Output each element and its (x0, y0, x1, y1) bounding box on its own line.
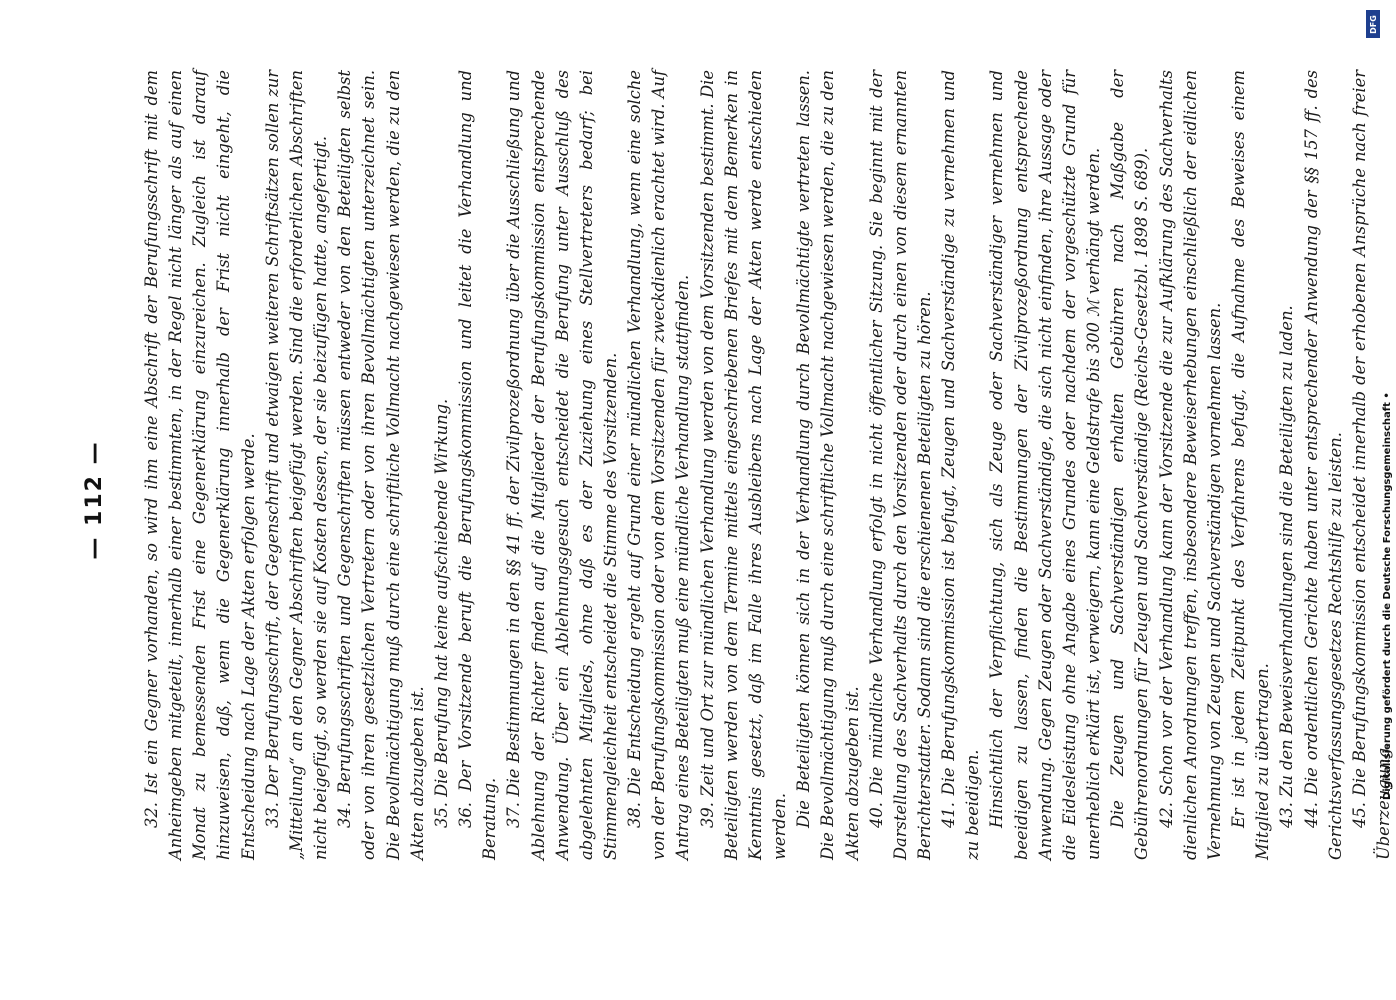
page-body (140, 70, 1396, 860)
page-number-header: — 112 — (82, 440, 107, 560)
paragraph-38: 38. Die Entscheidung ergeht auf Grund einer mündlichen Verhandlung, wenn eine solche von der Berufungskommission oder von dem Vorsitzenden für zweckdienlich erachtet wird. Auf Antrag eines Beteiligten muß eine mündliche Verhandlung stattfinden. (625, 70, 693, 860)
paragraph-42-cont: Er ist in jedem Zeitpunkt des Verfahrens befugt, die Aufnahme des Beweises einem Mitglied zu übertragen. (1229, 70, 1273, 860)
paragraph-32: 32. Ist ein Gegner vorhanden, so wird ihm eine Abschrift der Berufungsschrift mit dem Anheimgeben mitgeteilt, innerhalb einer bestimmten, in der Regel nicht länger als auf einen Monat zu bemessenden Frist eine Gegenerklärung einzureichen. Zugleich ist darauf hinzuweisen, daß, wenn die Gegenerklärung innerhalb der Frist nicht eingeht, die Entscheidung nach Lage der Akten erfolgen werde. (142, 70, 258, 860)
paragraph-43: 43. Zu den Beweisverhandlungen sind die Beteiligten zu laden. (1277, 305, 1297, 828)
paragraph-44: 44. Die ordentlichen Gerichte haben unter entsprechender Anwendung der §§ 157 ff. des Gerichtsverfassungsgesetzes Rechtshilfe zu leisten. (1301, 70, 1345, 860)
paragraph-39: 39. Zeit und Ort zur mündlichen Verhandlung werden von dem Vorsitzenden bestimmt. Die Beteiligten werden von dem Termine mittels eingeschriebenen Briefes mit dem Bemerken in Kenntnis gesetzt, daß im Falle ihres Ausbleibens nach Lage der Akten werde entschieden werden. (697, 70, 790, 860)
paragraph-39-cont: Die Beteiligten können sich in der Verhandlung durch Bevollmächtigte vertreten lassen. Die Bevollmächtigung muß durch eine schriftliche Vollmacht nachgewiesen werden, die zu den Akten abzugeben ist. (794, 70, 862, 860)
paragraph-42: 42. Schon vor der Verhandlung kann der Vorsitzende die zur Aufklärung des Sachverhalts dienlichen Anordnungen treffen, insbesondere Beweiserhebungen einschließlich der eidlichen Vernehmung von Zeugen und Sachverständigen vornehmen lassen. (1156, 70, 1224, 860)
credit-text: Digitalisierung gefördert durch die Deutsche Forschungsgemeinschaft • (1382, 392, 1393, 800)
paragraph-35: 35. Die Berufung hat keine aufschiebende Wirkung. (431, 398, 451, 828)
paragraph-37: 37. Die Bestimmungen in den §§ 41 ff. der Zivilprozeßordnung über die Ausschließung und Ablehnung der Richter finden auf die Mitglieder der Berufungskommission entsprechende Anwendung. Über ein Ablehnungsgesuch entscheidet die Berufung unter Ausschluß des abgelehnten Mitglieds, ohne daß es der Zuziehung eines Stellvertreters bedarf; bei Stimmengleichheit entscheidet die Stimme des Vorsitzenden. (504, 70, 620, 860)
paragraph-33: 33. Der Berufungsschrift, der Gegenschrift und etwaigen weiteren Schriftsätzen sollen zur „Mitteilung“ an den Gegner Abschriften beigefügt werden. Sind die erforderlichen Abschriften nicht beigefügt, so werden sie auf Kosten dessen, der sie beizufügen hatte, angefertigt. (262, 70, 331, 860)
paragraph-36: 36. Der Vorsitzende beruft die Berufungskommission und leitet die Verhandlung und Beratung. (456, 70, 500, 860)
paragraph-41-cont: Hinsichtlich der Verpflichtung, sich als Zeuge oder Sachverständiger vernehmen und beeidigen zu lassen, finden die Bestimmungen der Zivilprozeßordnung entsprechende Anwendung. Gegen Zeugen oder Sachverständige, die sich nicht einfinden, ihre Aussage oder die Eidesleistung ohne Angabe eines Grundes oder nachdem der vorgeschützte Grund für unerheblich erklärt ist, verweigern, kann eine Geldstrafe bis 300 ℳ verhängt werden. (987, 70, 1104, 860)
paragraph-34: 34. Berufungsschriften und Gegenschriften müssen entweder von den Beteiligten selbst oder von ihren gesetzlichen Vertretern oder von ihren Bevollmächtigten unterzeichnet sein. Die Bevollmächtigung muß durch eine schriftliche Vollmacht nachgewiesen werden, die zu den Akten abzugeben ist. (335, 70, 427, 860)
paragraph-41-fees: Die Zeugen und Sachverständigen erhalten Gebühren nach Maßgabe der Gebührenordnungen für Zeugen und Sachverständige (Reichs-Gesetzbl. 1898 S. 689). (1108, 70, 1152, 860)
paragraph-45: 45. Die Berufungskommission entscheidet innerhalb der erhobenen Ansprüche nach freier Überzeugung. (1349, 70, 1393, 860)
paragraph-40: 40. Die mündliche Verhandlung erfolgt in nicht öffentlicher Sitzung. Sie beginnt mit der Darstellung des Sachverhalts durch den Vorsitzenden oder durch einen von diesem ernannten Berichterstatter. Sodann sind die erschienenen Beteiligten zu hören. (866, 70, 934, 860)
dfg-logo: DFG (1366, 10, 1380, 38)
paragraph-41: 41. Die Berufungskommission ist befugt, Zeugen und Sachverständige zu vernehmen und zu beeidigen. (939, 70, 983, 860)
